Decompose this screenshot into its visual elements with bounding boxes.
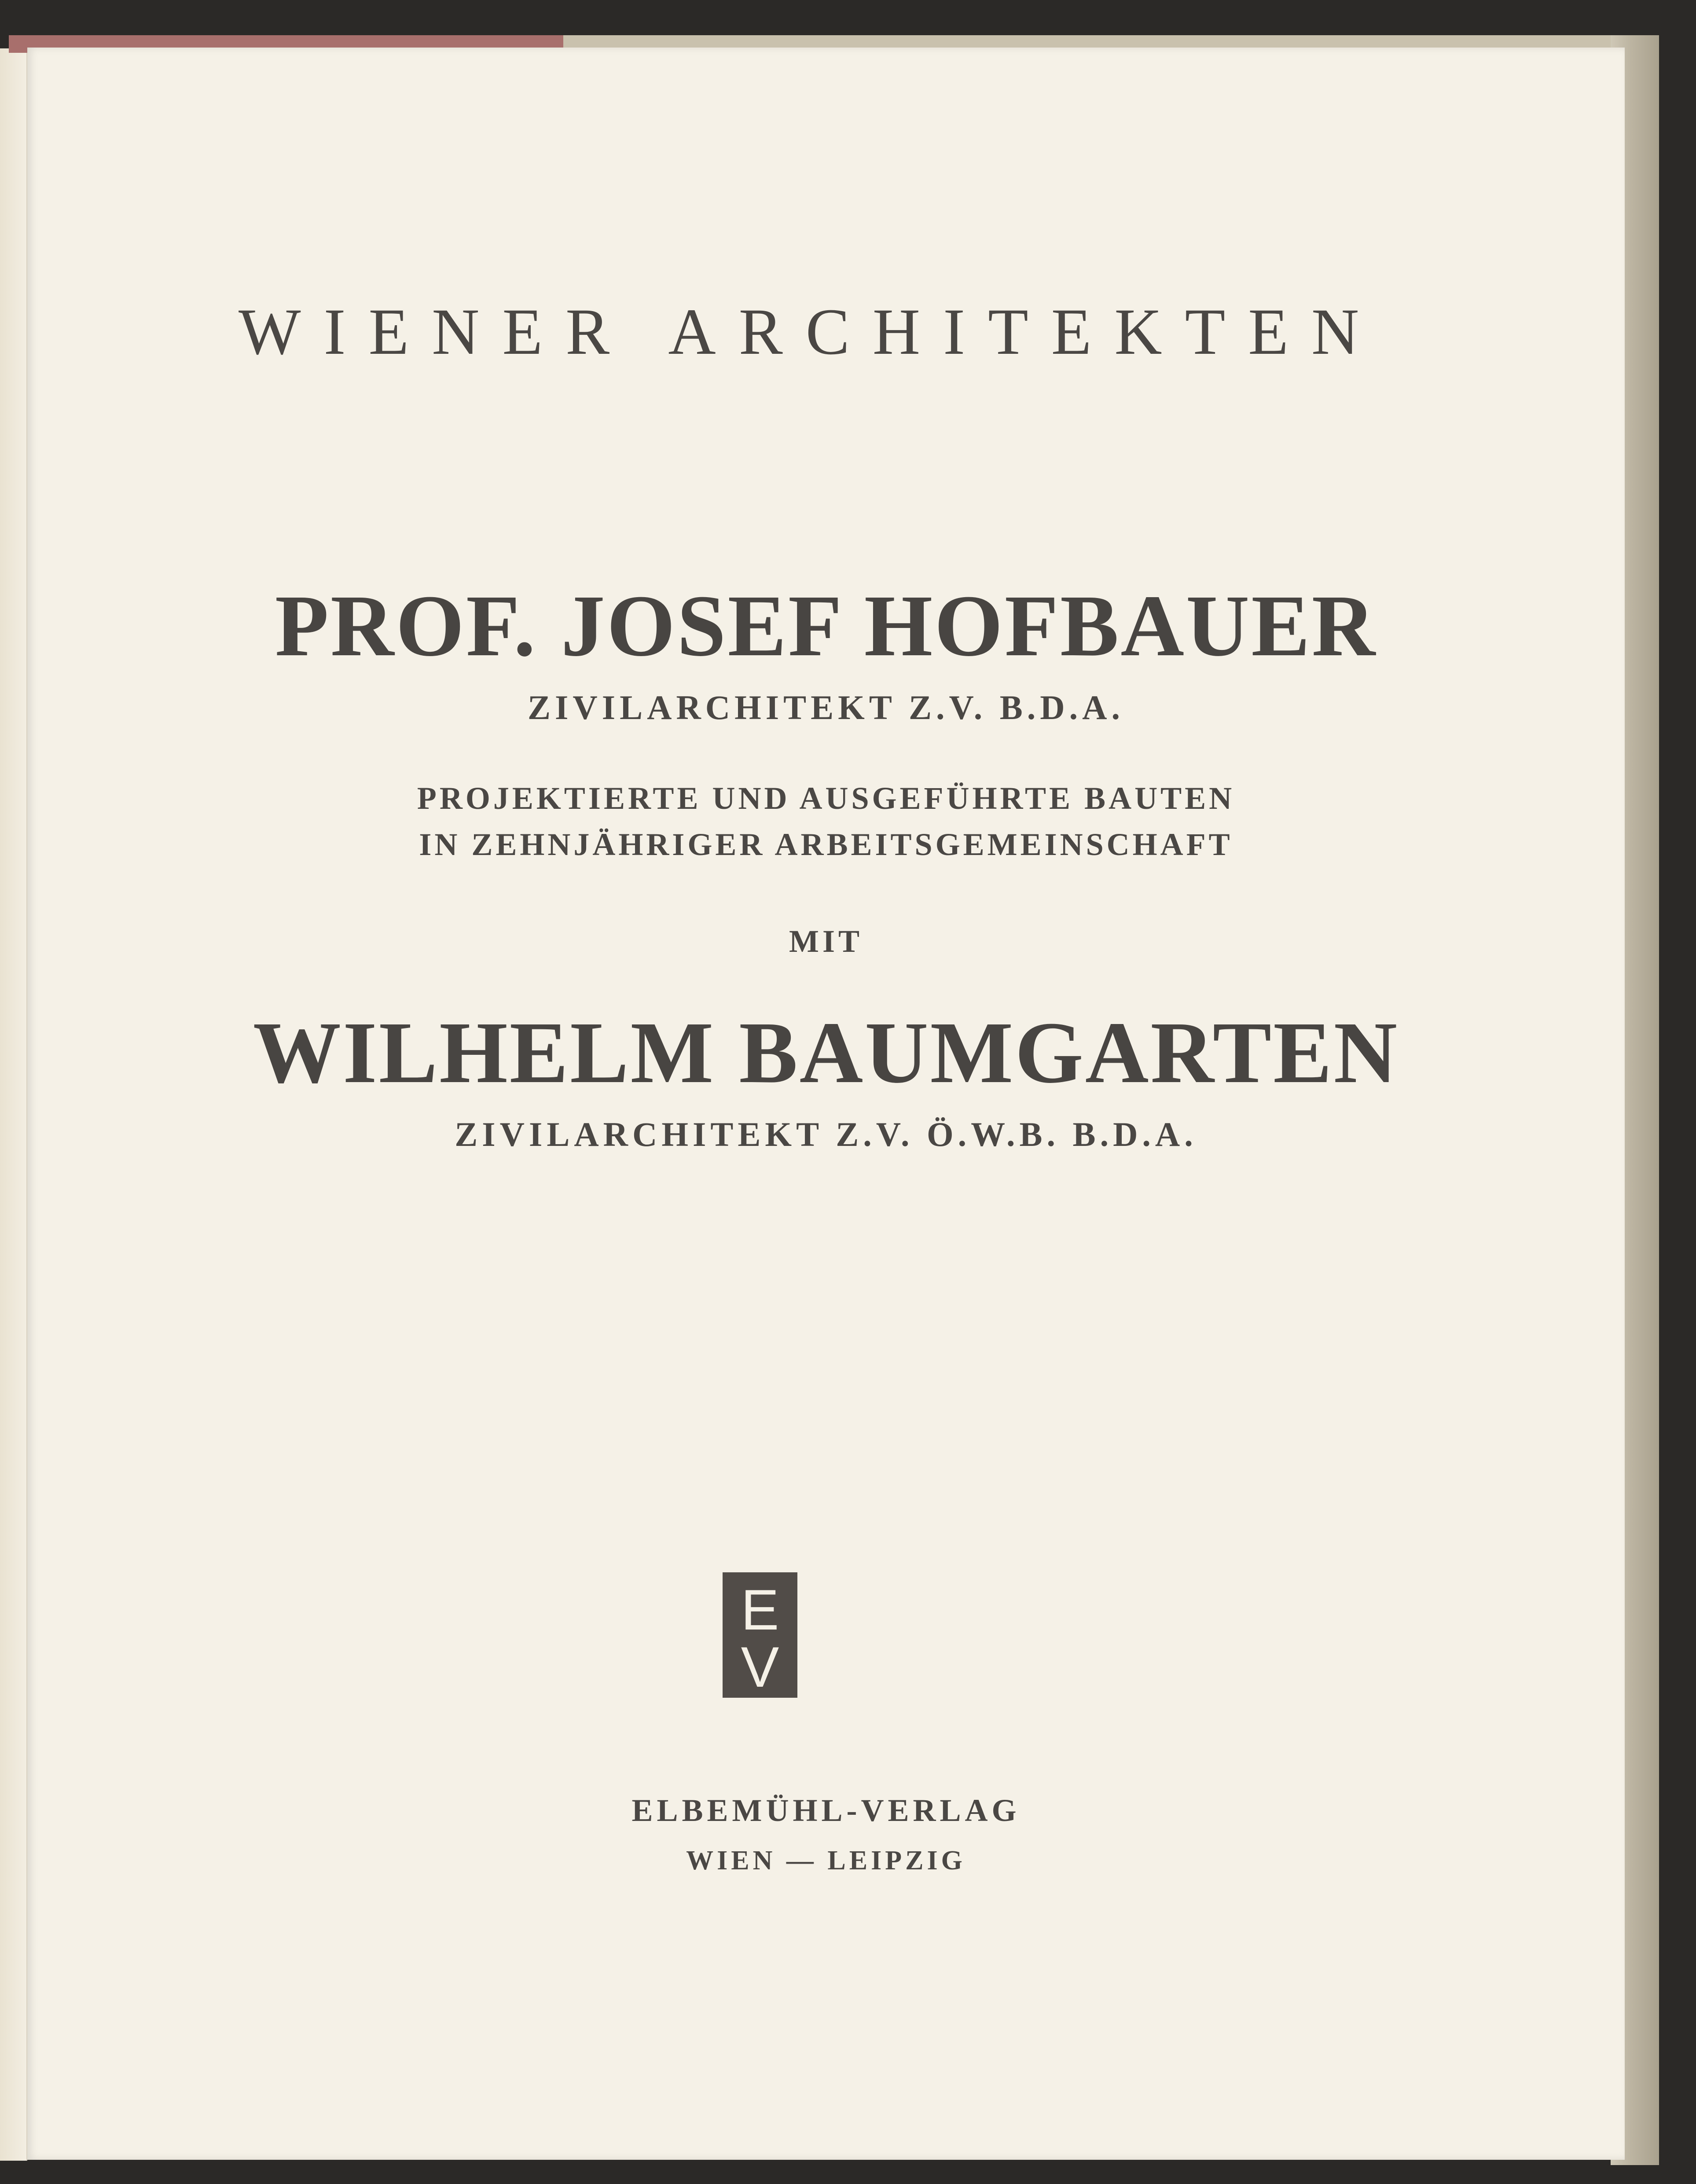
publisher-name: ELBEMÜHL-VERLAG [631, 1793, 1021, 1828]
description-line-2: IN ZEHNJÄHRIGER ARBEITSGEMEINSCHAFT [419, 827, 1233, 862]
series-title: WIENER ARCHITEKTEN [239, 295, 1382, 368]
logo-letter-v: V [741, 1635, 779, 1699]
connector-text: MIT [789, 924, 863, 959]
logo-letter-e: E [741, 1578, 779, 1642]
description-line-1: PROJEKTIERTE UND AUSGEFÜHRTE BAUTEN [417, 781, 1235, 816]
author-2-name: WILHELM BAUMGARTEN [253, 1004, 1399, 1101]
title-page [27, 48, 1625, 2160]
author-1-name: PROF. JOSEF HOFBAUER [275, 577, 1377, 675]
author-1-title: ZIVILARCHITEKT Z.V. B.D.A. [528, 688, 1124, 727]
cover-edge [563, 35, 1619, 48]
previous-page-edge [0, 48, 27, 2161]
author-2-title: ZIVILARCHITEKT Z.V. Ö.W.B. B.D.A. [455, 1115, 1197, 1153]
publisher-city: WIEN — LEIPZIG [686, 1846, 966, 1876]
publisher-logo [723, 1572, 797, 1698]
